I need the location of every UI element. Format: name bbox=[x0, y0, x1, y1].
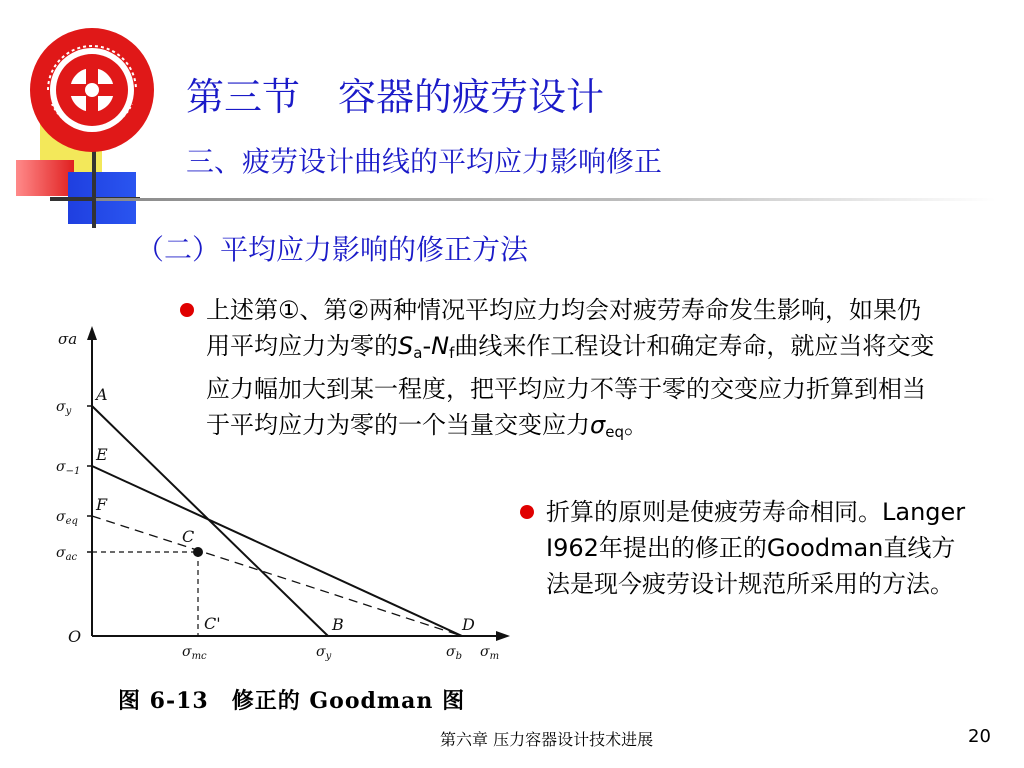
label-seq: $\sigma_{eq}$ bbox=[56, 509, 78, 527]
slide-subtitle: 三、疲劳设计曲线的平均应力影响修正 bbox=[186, 145, 663, 178]
x-axis-arrow bbox=[496, 631, 510, 641]
university-logo bbox=[28, 26, 156, 154]
footer-chapter: 第六章 压力容器设计技术进展 bbox=[440, 730, 654, 749]
decor-red-block bbox=[16, 160, 74, 196]
symbol-dash: - bbox=[422, 332, 432, 360]
bullet-dot-2 bbox=[520, 505, 534, 519]
bullet-1-end: 。 bbox=[623, 411, 648, 439]
figure-caption: 图 6-13 修正的 Goodman 图 bbox=[118, 688, 466, 714]
label-A: A bbox=[96, 385, 108, 404]
bullet-1-part-a: 上述第①、第②两种情况平均应力均会对疲劳寿命发生影响，如果仍用平均应力为零的 bbox=[206, 296, 922, 360]
point-C bbox=[193, 547, 203, 557]
label-s-1: $\sigma_{-1}$ bbox=[56, 459, 81, 477]
label-Cprime: C' bbox=[204, 614, 221, 633]
symbol-N-sub: f bbox=[449, 344, 455, 362]
section-heading: （二）平均应力影响的修正方法 bbox=[136, 233, 529, 266]
symbol-S: S bbox=[398, 332, 414, 360]
line-FD-dashed bbox=[92, 516, 462, 636]
symbol-S-sub: a bbox=[413, 344, 423, 362]
symbol-sigma-sub: eq bbox=[605, 423, 624, 441]
label-B: B bbox=[332, 615, 344, 634]
bullet-1-part-b: 曲线来作工程设计和确定寿命，就应当将交变应力幅加大到某一程度，把平均应力不等于零的交变应力折算到相当于平均应力为零的一个当量交变应力 bbox=[206, 332, 935, 439]
label-sy-x: $\sigma_y$ bbox=[316, 644, 332, 662]
label-y-axis: σa bbox=[58, 330, 78, 348]
bullet-dot-1 bbox=[180, 303, 194, 317]
label-sy: $\sigma_y$ bbox=[56, 399, 72, 417]
slide-title: 第三节 容器的疲劳设计 bbox=[186, 75, 605, 119]
label-C: C bbox=[182, 527, 195, 546]
label-F: F bbox=[96, 495, 108, 514]
label-x-axis: $\sigma_m$ bbox=[480, 644, 500, 662]
label-sb: $\sigma_b$ bbox=[446, 644, 462, 662]
header-divider bbox=[96, 198, 996, 201]
page-number: 20 bbox=[968, 726, 991, 747]
label-smc: $\sigma_{mc}$ bbox=[182, 644, 207, 662]
label-D: D bbox=[462, 615, 475, 634]
y-axis-arrow bbox=[87, 326, 97, 340]
symbol-N: N bbox=[431, 332, 450, 360]
symbol-sigma: σ bbox=[590, 411, 606, 439]
label-sac: $\sigma_{ac}$ bbox=[56, 545, 78, 563]
label-origin: O bbox=[68, 627, 82, 646]
line-ED bbox=[92, 466, 462, 636]
label-E: E bbox=[96, 445, 108, 464]
bullet-2-text: 折算的原则是使疲劳寿命相同。Langer I962年提出的修正的Goodman直线方法是现今疲劳设计规范所采用的方法。 bbox=[546, 498, 966, 598]
goodman-diagram bbox=[54, 324, 514, 692]
